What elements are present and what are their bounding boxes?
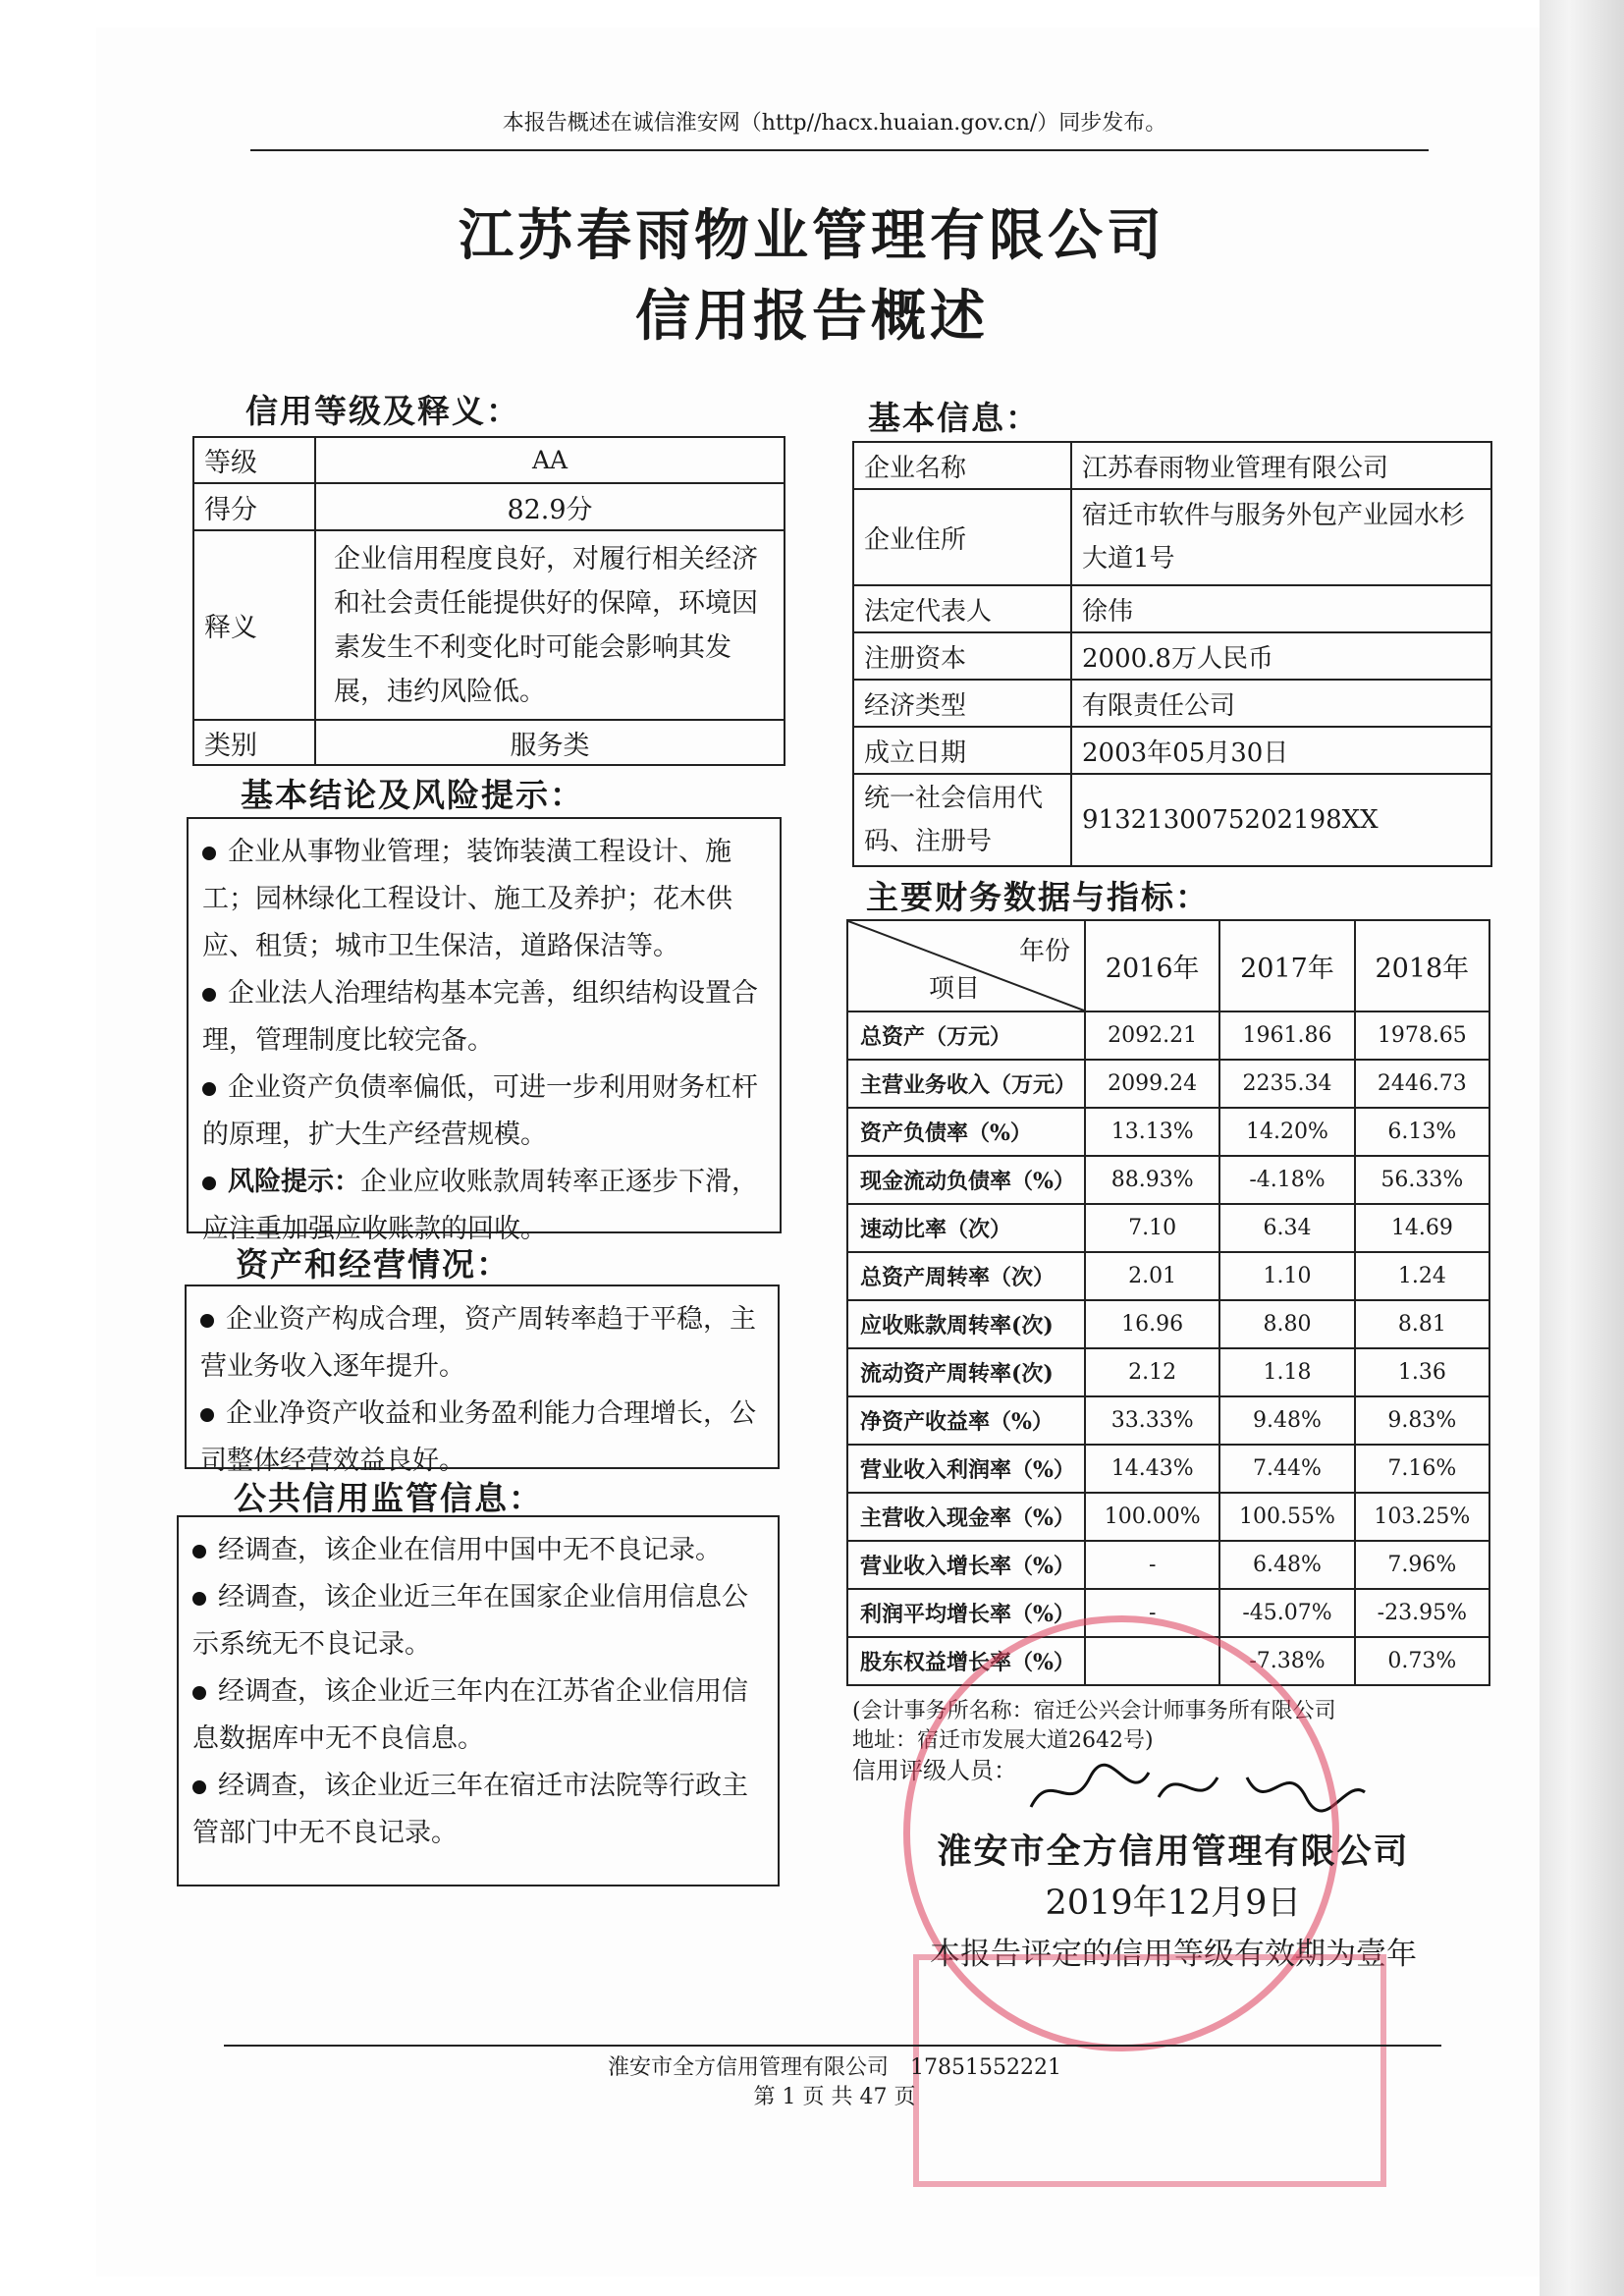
finance-cell: 1978.65 bbox=[1355, 1011, 1489, 1060]
footer-rule bbox=[224, 2045, 1441, 2047]
finance-row-label: 现金流动负债率（%） bbox=[847, 1156, 1085, 1204]
finance-row-label: 总资产（万元） bbox=[847, 1011, 1085, 1060]
table-row bbox=[853, 774, 1491, 866]
report-title: 信用报告概述 bbox=[635, 284, 989, 349]
finance-cell: 0.73% bbox=[1355, 1637, 1489, 1685]
finance-cell: 7.96% bbox=[1355, 1541, 1489, 1589]
finance-cell: -7.38% bbox=[1219, 1637, 1354, 1685]
finance-row-label: 营业收入增长率（%） bbox=[847, 1541, 1085, 1589]
table-row bbox=[193, 437, 785, 483]
finance-cell: 14.20% bbox=[1219, 1108, 1354, 1156]
table-row bbox=[853, 727, 1491, 774]
finance-cell: 88.93% bbox=[1085, 1156, 1219, 1204]
finance-cell: 6.48% bbox=[1219, 1541, 1354, 1589]
supervision-heading: 公共信用监管信息： bbox=[234, 1479, 543, 1517]
finance-cell: 9.83% bbox=[1355, 1396, 1489, 1445]
finance-cell: 2235.34 bbox=[1219, 1060, 1354, 1108]
year-header: 2018年 bbox=[1355, 920, 1489, 1011]
finance-cell: 33.33% bbox=[1085, 1396, 1219, 1445]
finance-cell: 6.13% bbox=[1355, 1108, 1489, 1156]
finance-row-label: 利润平均增长率（%） bbox=[847, 1589, 1085, 1637]
accounting-address: 地址：宿迁市发展大道2642号) bbox=[852, 1728, 1154, 1753]
accounting-firm: (会计事务所名称：宿迁公兴会计师事务所有限公司 bbox=[852, 1699, 1336, 1723]
issuer-name: 淮安市全方信用管理有限公司 bbox=[937, 1831, 1410, 1872]
rating-label: 释义 bbox=[193, 530, 315, 720]
finance-cell: 1.10 bbox=[1219, 1252, 1354, 1300]
finance-cell: 103.25% bbox=[1355, 1493, 1489, 1541]
table-row bbox=[847, 1300, 1489, 1348]
finance-cell: 8.81 bbox=[1355, 1300, 1489, 1348]
raters-label: 信用评级人员： bbox=[852, 1757, 1017, 1784]
finance-cell: 2092.21 bbox=[1085, 1011, 1219, 1060]
finance-cell: 13.13% bbox=[1085, 1108, 1219, 1156]
conclusion-box bbox=[187, 817, 782, 1244]
table-row bbox=[853, 680, 1491, 727]
finance-row-label: 资产负债率（%） bbox=[847, 1108, 1085, 1156]
rating-value: 企业信用程度良好，对履行相关经济和社会责任能提供好的保障，环境因素发生不利变化时可能会影响其发展，违约风险低。 bbox=[315, 530, 785, 720]
finance-cell: 2099.24 bbox=[1085, 1060, 1219, 1108]
finance-cell: 7.10 bbox=[1085, 1204, 1219, 1252]
rating-label: 等级 bbox=[193, 437, 315, 483]
finance-cell: -23.95% bbox=[1355, 1589, 1489, 1637]
basic-label: 企业住所 bbox=[853, 489, 1071, 585]
header-note: 本报告概述在诚信淮安网（http//hacx.huaian.gov.cn/）同步发布。 bbox=[502, 111, 1167, 136]
table-row bbox=[853, 632, 1491, 680]
finance-cell: 1.24 bbox=[1355, 1252, 1489, 1300]
list-item: 企业从事物业管理；装饰装潢工程设计、施工；园林绿化工程设计、施工及养护；花木供应、租赁；城市卫生保洁，道路保洁等。 bbox=[202, 829, 766, 970]
finance-row-label: 主营收入现金率（%） bbox=[847, 1493, 1085, 1541]
rating-label: 得分 bbox=[193, 483, 315, 530]
table-row bbox=[847, 1108, 1489, 1156]
table-row bbox=[853, 585, 1491, 632]
rating-heading: 信用等级及释义： bbox=[245, 392, 520, 430]
conclusion-heading: 基本结论及风险提示： bbox=[241, 776, 584, 814]
supervision-box bbox=[177, 1515, 780, 1886]
basic-value: 2000.8万人民币 bbox=[1071, 632, 1491, 680]
table-row bbox=[847, 1204, 1489, 1252]
finance-row-label: 营业收入利润率（%） bbox=[847, 1445, 1085, 1493]
finance-cell: 14.43% bbox=[1085, 1445, 1219, 1493]
basic-value: 宿迁市软件与服务外包产业园水杉大道1号 bbox=[1071, 489, 1491, 585]
year-header: 2017年 bbox=[1219, 920, 1354, 1011]
finance-cell: 6.34 bbox=[1219, 1204, 1354, 1252]
table-row bbox=[853, 489, 1491, 585]
header-rule bbox=[250, 149, 1429, 151]
table-row bbox=[847, 1252, 1489, 1300]
list-item: 企业净资产收益和业务盈利能力合理增长，公司整体经营效益良好。 bbox=[200, 1391, 764, 1485]
finance-cell: 2446.73 bbox=[1355, 1060, 1489, 1108]
finance-heading: 主要财务数据与指标： bbox=[866, 878, 1210, 916]
rating-value: AA bbox=[315, 437, 785, 483]
table-row bbox=[847, 1445, 1489, 1493]
table-row bbox=[847, 1493, 1489, 1541]
basic-info-table bbox=[852, 441, 1492, 867]
basic-value: 徐伟 bbox=[1071, 585, 1491, 632]
table-row bbox=[853, 442, 1491, 489]
rating-table bbox=[192, 436, 785, 766]
list-item: 企业资产负债率偏低，可进一步利用财务杠杆的原理，扩大生产经营规模。 bbox=[202, 1065, 766, 1159]
finance-row-label: 应收账款周转率(次) bbox=[847, 1300, 1085, 1348]
list-item: 企业资产构成合理，资产周转率趋于平稳，主营业务收入逐年提升。 bbox=[200, 1296, 764, 1391]
table-row bbox=[193, 720, 785, 765]
rating-value: 服务类 bbox=[315, 720, 785, 765]
finance-cell: 2.01 bbox=[1085, 1252, 1219, 1300]
finance-cell: 9.48% bbox=[1219, 1396, 1354, 1445]
finance-cell: 8.80 bbox=[1219, 1300, 1354, 1348]
table-row bbox=[193, 483, 785, 530]
list-item: 经调查，该企业在信用中国中无不良记录。 bbox=[192, 1527, 764, 1574]
basic-value: 有限责任公司 bbox=[1071, 680, 1491, 727]
basic-heading: 基本信息： bbox=[868, 399, 1040, 437]
issuer-date: 2019年12月9日 bbox=[1045, 1884, 1302, 1923]
finance-cell: -4.18% bbox=[1219, 1156, 1354, 1204]
finance-row-label: 速动比率（次） bbox=[847, 1204, 1085, 1252]
finance-row-label: 流动资产周转率(次) bbox=[847, 1348, 1085, 1396]
basic-label: 注册资本 bbox=[853, 632, 1071, 680]
finance-cell: 14.69 bbox=[1355, 1204, 1489, 1252]
year-header: 2016年 bbox=[1085, 920, 1219, 1011]
finance-cell: -45.07% bbox=[1219, 1589, 1354, 1637]
finance-cell: 2.12 bbox=[1085, 1348, 1219, 1396]
risk-label: 风险提示： bbox=[228, 1167, 360, 1197]
footer-company: 淮安市全方信用管理有限公司 17851552221 bbox=[608, 2055, 1061, 2080]
finance-cell: 7.44% bbox=[1219, 1445, 1354, 1493]
rating-label: 类别 bbox=[193, 720, 315, 765]
table-row bbox=[847, 1541, 1489, 1589]
basic-label: 企业名称 bbox=[853, 442, 1071, 489]
list-item: 经调查，该企业近三年内在江苏省企业信用信息数据库中无不良信息。 bbox=[192, 1668, 764, 1763]
assets-heading: 资产和经营情况： bbox=[236, 1245, 511, 1284]
table-row bbox=[847, 1396, 1489, 1445]
finance-body bbox=[847, 1011, 1489, 1685]
rating-value: 82.9分 bbox=[315, 483, 785, 530]
finance-cell: 16.96 bbox=[1085, 1300, 1219, 1348]
assets-box bbox=[185, 1285, 780, 1476]
table-row bbox=[193, 530, 785, 720]
table-row bbox=[847, 1060, 1489, 1108]
finance-cell: 100.55% bbox=[1219, 1493, 1354, 1541]
basic-value: 江苏春雨物业管理有限公司 bbox=[1071, 442, 1491, 489]
table-row bbox=[847, 1348, 1489, 1396]
issuer-block bbox=[854, 1825, 1492, 1973]
finance-row-label: 净资产收益率（%） bbox=[847, 1396, 1085, 1445]
table-header-row bbox=[847, 920, 1489, 1011]
finance-cell: 1961.86 bbox=[1219, 1011, 1354, 1060]
basic-label: 法定代表人 bbox=[853, 585, 1071, 632]
finance-cell: 100.00% bbox=[1085, 1493, 1219, 1541]
list-item: 经调查，该企业近三年在国家企业信用信息公示系统无不良记录。 bbox=[192, 1574, 764, 1668]
finance-cell: 7.16% bbox=[1355, 1445, 1489, 1493]
finance-row-label: 总资产周转率（次） bbox=[847, 1252, 1085, 1300]
finance-row-label: 主营业务收入（万元） bbox=[847, 1060, 1085, 1108]
basic-value: 2003年05月30日 bbox=[1071, 727, 1491, 774]
basic-label: 统一社会信用代码、注册号 bbox=[853, 774, 1071, 866]
finance-cell: 56.33% bbox=[1355, 1156, 1489, 1204]
finance-cell: 1.18 bbox=[1219, 1348, 1354, 1396]
finance-cell: - bbox=[1085, 1541, 1219, 1589]
finance-cell: 1.36 bbox=[1355, 1348, 1489, 1396]
corner-item-label: 项目 bbox=[929, 974, 981, 1004]
company-title: 江苏春雨物业管理有限公司 bbox=[459, 203, 1165, 268]
corner-cell bbox=[847, 920, 1085, 1011]
validity-note: 本报告评定的信用等级有效期为壹年 bbox=[930, 1937, 1417, 1972]
finance-cell: - bbox=[1085, 1589, 1219, 1637]
page-number: 第 1 页 共 47 页 bbox=[753, 2085, 916, 2109]
finance-row-label: 股东权益增长率（%） bbox=[847, 1637, 1085, 1685]
basic-label: 成立日期 bbox=[853, 727, 1071, 774]
basic-label: 经济类型 bbox=[853, 680, 1071, 727]
finance-table bbox=[846, 919, 1490, 1686]
list-item: 企业法人治理结构基本完善，组织结构设置合理，管理制度比较完备。 bbox=[202, 970, 766, 1065]
corner-year-label: 年份 bbox=[1018, 937, 1070, 966]
table-row bbox=[847, 1011, 1489, 1060]
table-row bbox=[847, 1156, 1489, 1204]
list-item: 风险提示：企业应收账款周转率正逐步下滑，应注重加强应收账款的回收。 bbox=[202, 1159, 766, 1253]
basic-value: 9132130075202198XX bbox=[1071, 774, 1491, 866]
list-item: 经调查，该企业近三年在宿迁市法院等行政主管部门中无不良记录。 bbox=[192, 1763, 764, 1857]
